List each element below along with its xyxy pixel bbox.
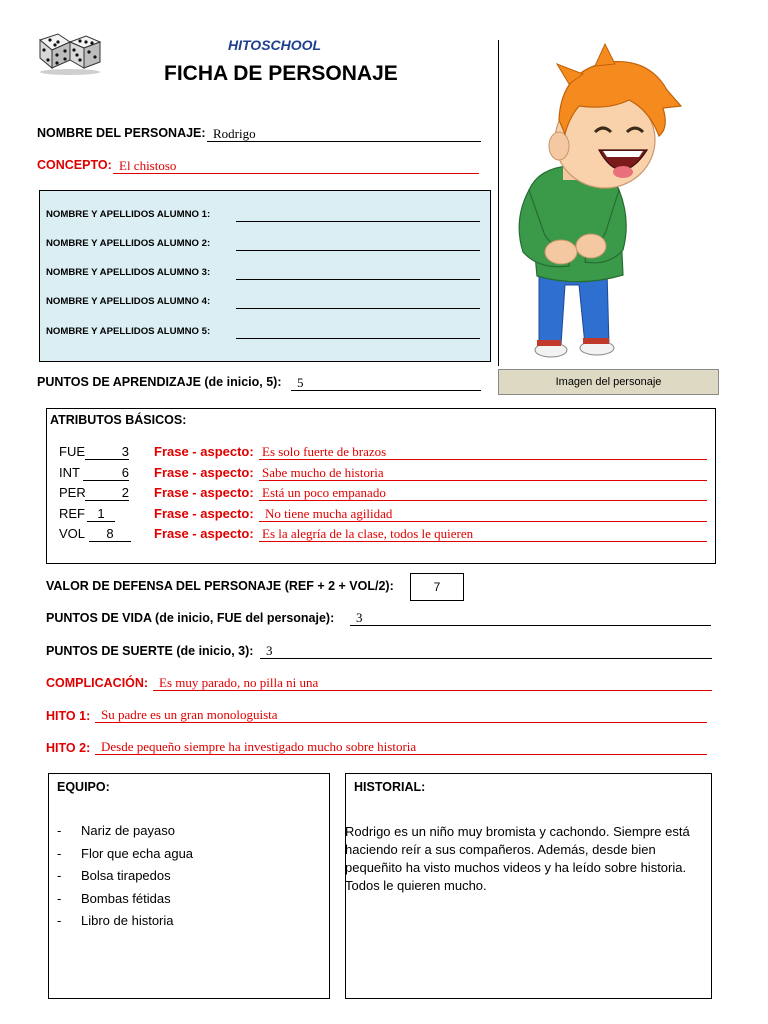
attr-value-vol[interactable]: 8 [89, 526, 131, 542]
phrase-value-fue: Es solo fuerte de brazos [262, 444, 387, 459]
phrase-label-vol: Frase - aspecto: [154, 526, 254, 541]
student-2-field[interactable] [236, 240, 480, 251]
equipment-box [48, 773, 330, 999]
learning-points-value: 5 [297, 375, 304, 390]
attr-name-ref: REF [59, 506, 85, 521]
student-4-label: NOMBRE Y APELLIDOS ALUMNO 4: [46, 296, 211, 307]
luck-points-field[interactable] [260, 642, 712, 659]
life-points-value: 3 [356, 610, 363, 625]
student-1-label: NOMBRE Y APELLIDOS ALUMNO 1: [46, 209, 211, 220]
hito1-field[interactable] [95, 706, 707, 723]
equipment-item: - Bombas fétidas [57, 891, 171, 906]
character-name-value: Rodrigo [213, 126, 256, 141]
life-points-field[interactable] [350, 609, 711, 626]
attributes-title: ATRIBUTOS BÁSICOS: [50, 413, 187, 427]
hito2-field[interactable] [95, 738, 707, 755]
student-5-label: NOMBRE Y APELLIDOS ALUMNO 5: [46, 326, 211, 337]
student-5-field[interactable] [236, 328, 480, 339]
equipment-title: EQUIPO: [57, 780, 110, 794]
attr-value-fue[interactable]: 3 [85, 444, 129, 460]
student-3-field[interactable] [236, 269, 480, 280]
defense-label: VALOR DE DEFENSA DEL PERSONAJE (REF + 2 + VOL/2): [46, 579, 394, 593]
phrase-value-per: Está un poco empanado [262, 485, 386, 500]
character-image-frame [498, 40, 721, 366]
equipment-item: - Bolsa tirapedos [57, 868, 171, 883]
history-text: Rodrigo es un niño muy bromista y cachondo. Siempre está haciendo reír a sus compañeros. Además, desde bien pequeñito ha visto muchos videos y ha leído sobre historia. Todos le quieren mucho. [345, 824, 690, 893]
attr-value-ref[interactable]: 1 [87, 506, 115, 522]
student-4-field[interactable] [236, 298, 480, 309]
phrase-label-ref: Frase - aspecto: [154, 506, 254, 521]
attr-value-int[interactable]: 6 [83, 465, 129, 481]
character-name-label: NOMBRE DEL PERSONAJE: [37, 126, 206, 140]
equipment-item: - Libro de historia [57, 913, 174, 928]
attr-name-vol: VOL [59, 526, 86, 541]
hito1-label: HITO 1: [46, 709, 91, 723]
attr-value-per[interactable]: 2 [85, 485, 129, 501]
image-caption-text: Imagen del personaje [555, 376, 662, 388]
attr-name-fue: FUE [59, 444, 85, 459]
attr-name-int: INT [59, 465, 80, 480]
dice-logo [36, 30, 104, 76]
students-box [39, 190, 491, 362]
concept-value: El chistoso [119, 158, 177, 173]
phrase-field-per[interactable] [259, 485, 707, 501]
complication-field[interactable] [153, 674, 712, 691]
defense-value: 7 [433, 580, 441, 594]
learning-points-label: PUNTOS DE APRENDIZAJE (de inicio, 5): [37, 375, 282, 389]
phrase-value-vol: Es la alegría de la clase, todos le quieren [262, 526, 474, 541]
concept-field[interactable] [113, 157, 479, 174]
student-2-label: NOMBRE Y APELLIDOS ALUMNO 2: [46, 238, 211, 249]
equipment-item: - Nariz de payaso [57, 823, 175, 838]
student-1-field[interactable] [236, 211, 480, 222]
page-title: FICHA DE PERSONAJE [164, 62, 398, 85]
defense-value-box[interactable] [410, 573, 464, 601]
learning-points-field[interactable] [291, 374, 481, 391]
concept-label: CONCEPTO: [37, 158, 112, 172]
equipment-item: - Flor que echa agua [57, 846, 194, 861]
laughing-boy-illustration [499, 40, 721, 366]
attributes-box [46, 408, 716, 564]
phrase-field-vol[interactable] [259, 526, 707, 542]
luck-points-value: 3 [266, 643, 273, 658]
life-points-label: PUNTOS DE VIDA (de inicio, FUE del personaje): [46, 611, 335, 625]
attr-name-per: PER [59, 485, 86, 500]
character-name-field[interactable] [207, 125, 481, 142]
image-caption [498, 369, 719, 395]
student-3-label: NOMBRE Y APELLIDOS ALUMNO 3: [46, 267, 211, 278]
complication-label: COMPLICACIÓN: [46, 676, 149, 690]
complication-value: Es muy parado, no pilla ni una [159, 675, 319, 690]
phrase-value-int: Sabe mucho de historia [262, 465, 384, 480]
hito2-value: Desde pequeño siempre ha investigado mucho sobre historia [101, 739, 417, 754]
luck-points-label: PUNTOS DE SUERTE (de inicio, 3): [46, 644, 254, 658]
phrase-field-fue[interactable] [259, 444, 707, 460]
history-box [345, 773, 712, 999]
brand-name: HITOSCHOOL [228, 37, 322, 53]
phrase-label-int: Frase - aspecto: [154, 465, 254, 480]
hito1-value: Su padre es un gran monologuista [101, 707, 278, 722]
phrase-field-int[interactable] [259, 465, 707, 481]
phrase-value-ref: No tiene mucha agilidad [265, 506, 393, 521]
phrase-label-per: Frase - aspecto: [154, 485, 254, 500]
phrase-field-ref[interactable] [259, 506, 707, 522]
hito2-label: HITO 2: [46, 741, 91, 755]
history-title: HISTORIAL: [354, 780, 426, 794]
phrase-label-fue: Frase - aspecto: [154, 444, 254, 459]
